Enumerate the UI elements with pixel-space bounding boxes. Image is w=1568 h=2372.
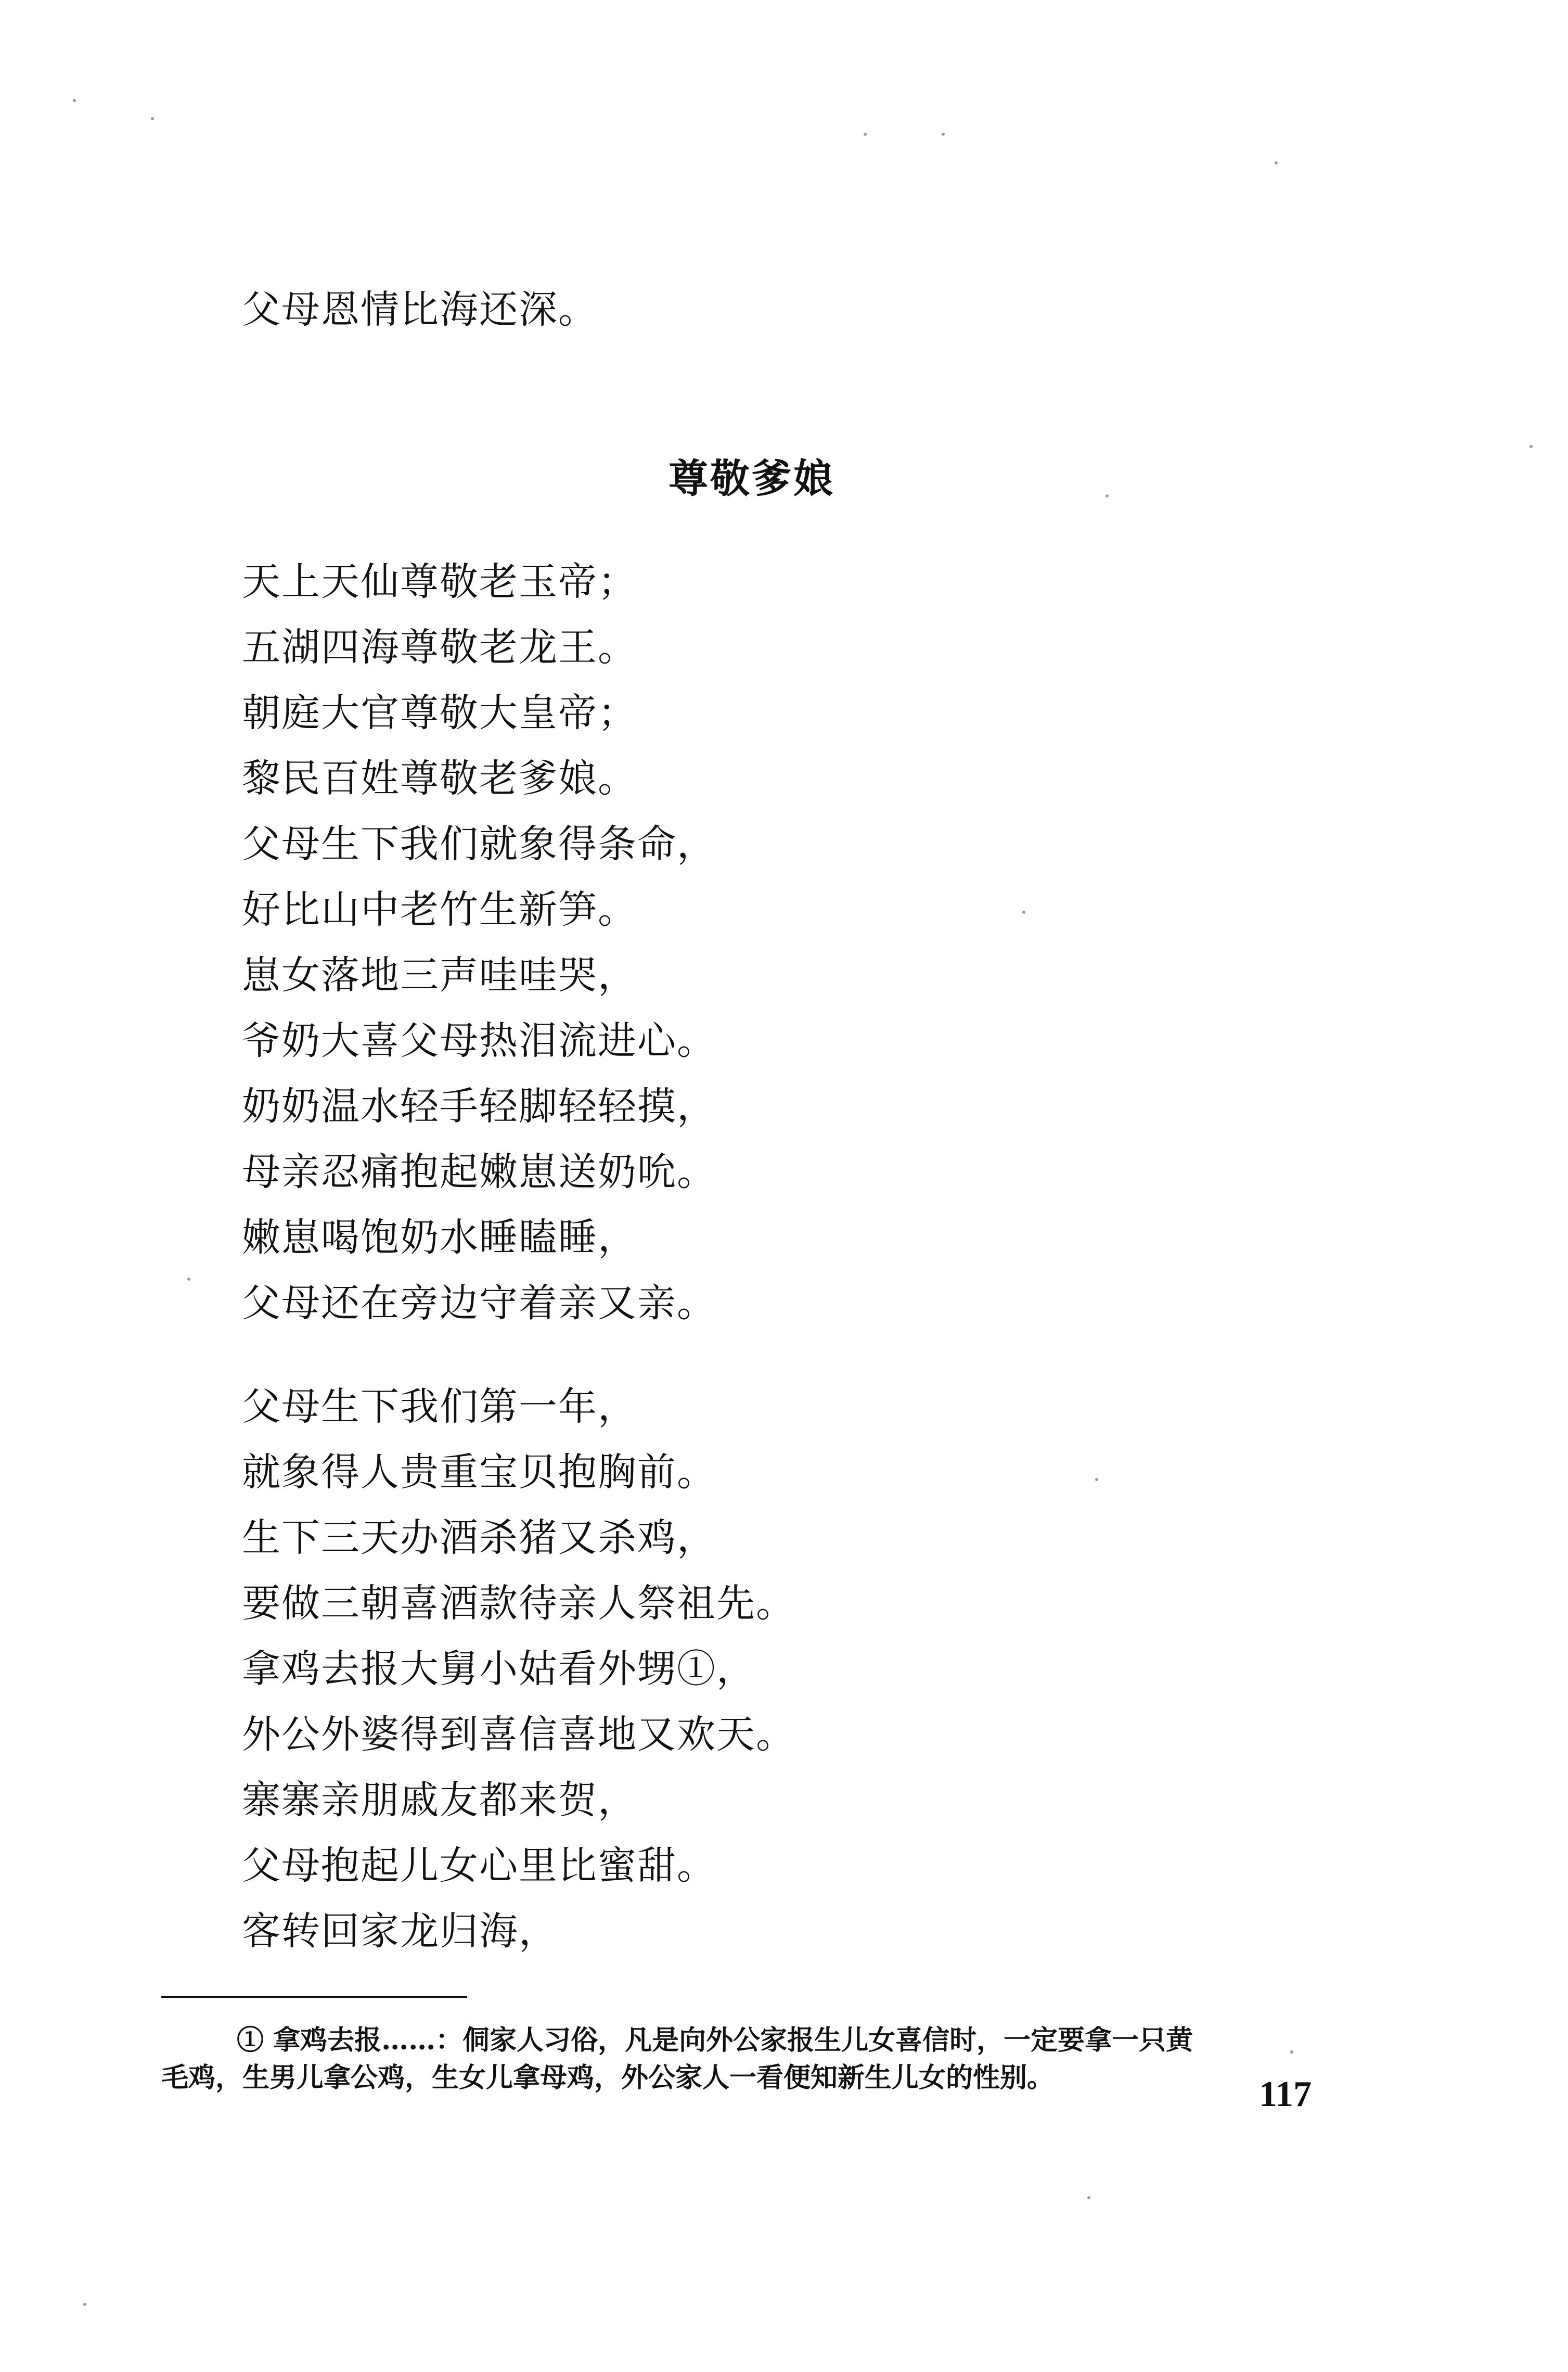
- verse-line: 黎民百姓尊敬老爹娘。: [242, 756, 637, 801]
- poem-stanza-1: [242, 549, 716, 1336]
- scan-speck: [1022, 911, 1025, 914]
- page-number: 117: [1259, 2074, 1312, 2114]
- scan-speck: [83, 2303, 86, 2306]
- scan-speck: [1106, 494, 1109, 498]
- verse-line: 生下三天办酒杀猪又杀鸡，: [242, 1515, 716, 1560]
- scan-speck: [864, 133, 867, 136]
- verse-line: 父母抱起儿女心里比蜜甜。: [242, 1843, 716, 1888]
- verse-line: 母亲忍痛抱起嫩崽送奶吮。: [242, 1150, 716, 1194]
- scan-speck: [1087, 2196, 1090, 2199]
- verse-line: 就象得人贵重宝贝抱胸前。: [242, 1450, 716, 1495]
- poem-title: 尊敬爹娘: [669, 455, 835, 502]
- verse-line: 父母生下我们第一年，: [242, 1384, 637, 1429]
- verse-line: 父母还在旁边守着亲又亲。: [242, 1281, 716, 1325]
- verse-line: 嫩崽喝饱奶水睡瞌睡，: [242, 1215, 637, 1260]
- verse-line: 崽女落地三声哇哇哭，: [242, 953, 637, 998]
- scan-speck: [1275, 161, 1278, 164]
- lead-line: 父母恩情比海还深。: [242, 287, 598, 332]
- verse-line: 天上天仙尊敬老玉帝；: [242, 559, 637, 604]
- verse-line: 父母生下我们就象得条命，: [242, 822, 716, 866]
- footnote-line: ① 拿鸡去报……：侗家人习俗，凡是向外公家报生儿女喜信时，一定要拿一只黄: [237, 2024, 1193, 2056]
- verse-line: 要做三朝喜酒款待亲人祭祖先。: [242, 1581, 795, 1626]
- scan-speck: [151, 117, 154, 120]
- verse-line: 爷奶大喜父母热泪流进心。: [242, 1018, 716, 1063]
- verse-line: 五湖四海尊敬老龙王。: [242, 625, 637, 670]
- footnote-divider: [161, 1996, 467, 1998]
- scan-speck: [1095, 1478, 1098, 1481]
- verse-line: 朝庭大官尊敬大皇帝；: [242, 691, 637, 735]
- verse-line: 外公外婆得到喜信喜地又欢天。: [242, 1712, 795, 1757]
- scan-speck: [942, 133, 945, 136]
- verse-line: 客转回家龙归海，: [242, 1909, 558, 1954]
- scan-speck: [1530, 445, 1533, 448]
- verse-line: 拿鸡去报大舅小姑看外甥①，: [242, 1647, 756, 1691]
- verse-line: 寨寨亲朋戚友都来贺，: [242, 1778, 637, 1822]
- verse-line: 奶奶温水轻手轻脚轻轻摸，: [242, 1084, 716, 1129]
- scan-speck: [187, 1278, 190, 1281]
- scan-speck: [73, 99, 76, 102]
- footnote-line: 毛鸡，生男儿拿公鸡，生女儿拿母鸡，外公家人一看便知新生儿女的性别。: [161, 2062, 1055, 2094]
- verse-line: 好比山中老竹生新笋。: [242, 887, 637, 932]
- poem-stanza-2: [242, 1374, 795, 1964]
- footnote: [161, 2022, 1373, 2097]
